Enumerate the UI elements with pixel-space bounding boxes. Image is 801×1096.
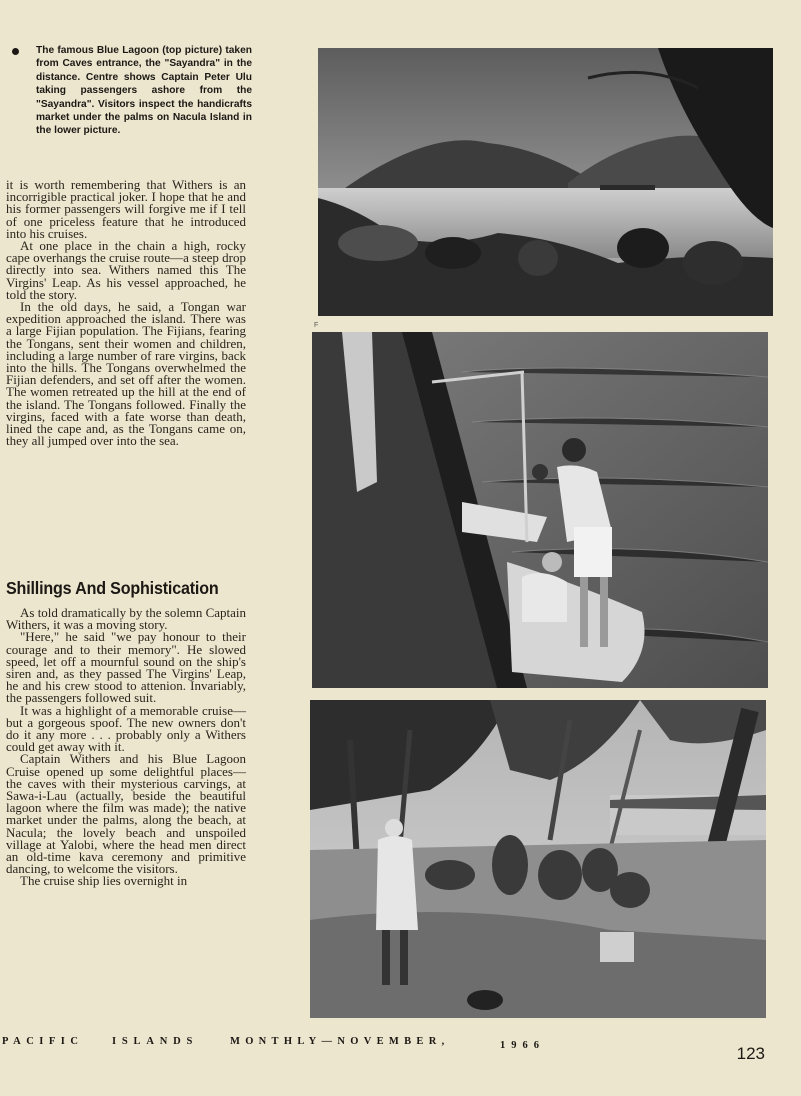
bullet-icon [12,48,19,55]
footer-word: PACIFIC [2,1036,84,1047]
paragraph: In the old days, he said, a Tongan war expedition approached the island. There was a large Fijian population. The Fijians, fearing the Tongans, sent their women and children, including a large number of rare virgins, back into the hills. The Tongans overwhelmed the Fijian defenders, and set off after the women. The women retreated up the hill at the end of the island. The Tongans followed. Finally the virgins, faced with a fate worse than death, lined the cape and, as the Tongans came on, they all jumped over into the sea. [6,299,246,449]
article-column-top [6,179,246,447]
photo-handicrafts-market [310,700,766,1018]
article-column-bottom [6,607,246,888]
photo-captain-boat [312,332,768,688]
paragraph: It was a highlight of a memorable cruise—but a gorgeous spoof. The new owners don't do it any more . . . probably only a Withers could get away with it. [6,702,246,755]
footer-year: 1966 [500,1040,545,1051]
caption-text: The famous Blue Lagoon (top picture) taken from Caves entrance, the "Sayandra" in the distance. Centre shows Captain Peter Ulu taking passengers ashore from the "Sayandra". Visitors inspect the handicrafts market under the palms on Nacula Island in the lower picture. [36,45,252,137]
page-number: 123 [736,1044,765,1063]
photo-blue-lagoon [318,48,773,316]
paragraph: As told dramatically by the solemn Captain Withers, it was a moving story. [6,605,247,633]
paragraph: it is worth remembering that Withers is an incorrigible practical joker. I hope that he and his former passengers will forgive me if I tell of one priceless feature that he introduced into his cruises. [6,177,246,241]
paragraph: "Here," he said "we pay honour to their courage and to their memory". He slowed speed, let off a mournful sound on the ship's siren and, as they passed The Virgins' Leap, he and his crew stood to attenion. Invariably, the passengers followed suit. [6,629,246,706]
section-heading: Shillings And Sophistication [6,578,219,598]
paragraph: At one place in the chain a high, rocky cape overhangs the cruise route—a steep drop directly into sea. Withers named this The Virgins' Leap. As his vessel approached, he told the story. [6,238,246,302]
page-footer [0,1034,801,1064]
photo-caption [12,44,252,138]
paragraph: Captain Withers and his Blue Lagoon Cruise opened up some delightful places—the caves with their mysterious carvings, at Sawa-i-Lau (actually, beside the beautiful lagoon where the film was made); the native market under the palms, along the beach, at Nacula; the lovely beach and unspoiled village at Yalobi, where the head men direct an old-time kava ceremony and primitive dancing, to welcome the visitors. [6,751,246,877]
photo-mark: F [314,322,319,329]
footer-word: ISLANDS [112,1036,199,1047]
footer-word: MONTHLY—NOVEMBER, [230,1036,450,1047]
paragraph: The cruise ship lies overnight in [20,873,188,889]
